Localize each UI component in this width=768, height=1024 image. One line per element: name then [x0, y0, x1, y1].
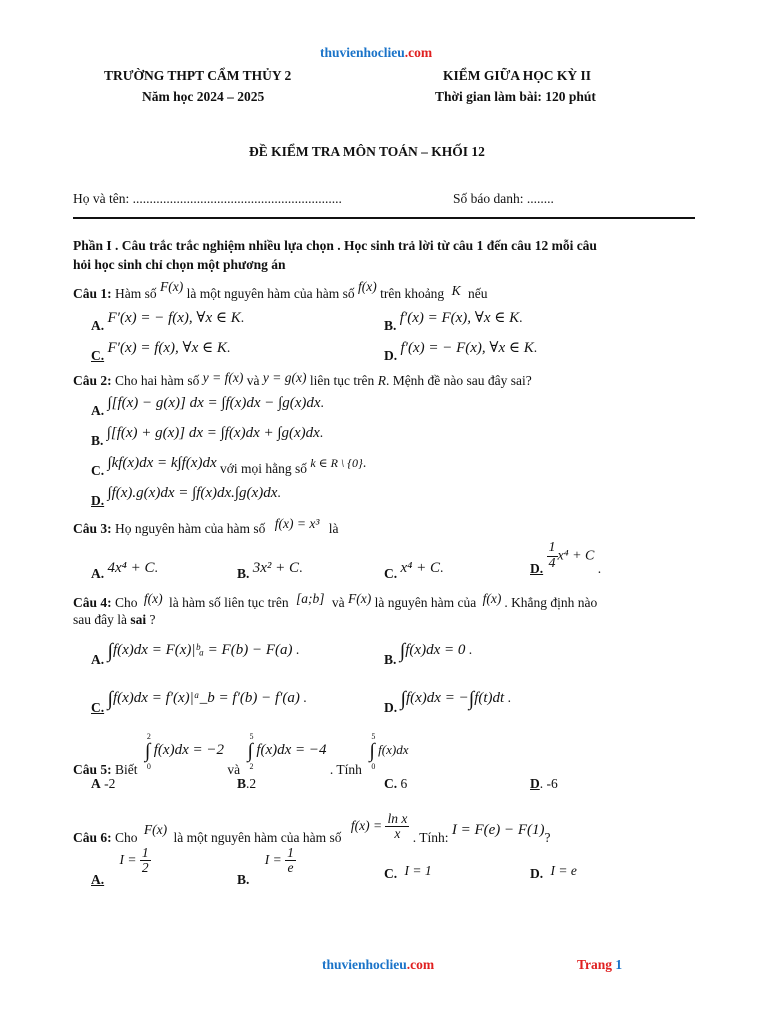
integral-sign: ∫: [107, 640, 113, 662]
q4-option-d[interactable]: D. ∫f(x)dx = −∫f(t)dt .: [384, 688, 511, 715]
q2-text-2: và: [246, 373, 260, 388]
q5-label: Câu 5:: [73, 762, 112, 777]
q3-label: Câu 3:: [73, 521, 112, 536]
q5-c-label: C.: [384, 776, 398, 791]
q1-text-3: trên khoảng: [380, 286, 445, 301]
q6-F: F(x): [143, 821, 168, 837]
page-title: ĐỀ KIỂM TRA MÔN TOÁN – KHỐI 12: [249, 144, 485, 159]
q6-option-a[interactable]: [91, 845, 151, 887]
divider: [73, 217, 695, 219]
q3-d-tail: x⁴ + C: [557, 548, 595, 564]
q6-a-left: I =: [119, 851, 137, 867]
q3-d-label: D.: [530, 561, 544, 577]
q5-text-1: Biết: [115, 762, 138, 777]
q5-int1: [144, 732, 224, 771]
q4-text-3: và: [331, 595, 345, 610]
q4-ab: [a;b]: [295, 591, 325, 606]
q6-text-3: . Tính:: [412, 829, 449, 845]
q5-int1-bot: 0: [146, 762, 151, 771]
q2-y1: y = f(x): [202, 370, 244, 385]
q2-a-label: A.: [91, 403, 105, 418]
integral-sign: ∫: [107, 688, 113, 710]
q2-c-k: k ∈ R \ {0}: [310, 456, 363, 470]
q6-a-den: 2: [141, 860, 149, 876]
q5-int3-bot: 0: [371, 762, 376, 771]
question-2: [73, 370, 532, 389]
q6-a-frac: [140, 846, 151, 875]
q4-b-label: B.: [384, 652, 397, 667]
question-1: [73, 279, 488, 302]
q1-label: Câu 1:: [73, 286, 112, 301]
question-4: [73, 591, 598, 611]
q3-option-a[interactable]: A. 4x⁴ + C.: [91, 560, 158, 581]
q5-int2: [247, 732, 327, 771]
footer-site-name: thuvienhoclieu: [322, 957, 407, 972]
q5-int3-top: 5: [371, 732, 376, 741]
q2-option-b[interactable]: B. ∫[f(x) + g(x)] dx = ∫f(x)dx + ∫g(x)dx.: [91, 425, 324, 448]
q3-d-frac: [547, 541, 558, 571]
question-5: [73, 732, 409, 777]
q6-option-c[interactable]: [384, 863, 432, 882]
q5-d-value: . -6: [539, 776, 558, 791]
school-name: TRƯỜNG THPT CẨM THỦY 2: [104, 68, 292, 83]
q2-option-c[interactable]: C. ∫kf(x)dx = k∫f(x)dx với mọi hằng số k ∈ R \ {0}.: [91, 455, 367, 478]
q1-c-label: C.: [91, 348, 105, 363]
q6-b-num: 1: [287, 845, 294, 860]
page-num: 1: [615, 957, 623, 972]
q4-option-b[interactable]: B. ∫f(x)dx = 0 .: [384, 640, 473, 667]
q1-b-label: B.: [384, 318, 397, 333]
school-year: Năm học 2024 – 2025: [142, 89, 265, 104]
q5-int2-bot: 2: [249, 762, 254, 771]
q4-label: Câu 4:: [73, 595, 112, 610]
q1-text-1: Hàm số: [115, 286, 157, 301]
q5-text-2: và: [227, 762, 241, 777]
q5-text-3: . Tính: [329, 762, 362, 777]
q2-a-expr: ∫[f(x) − g(x)] dx = ∫f(x)dx − ∫g(x)dx: [107, 395, 321, 411]
q3-fx: f(x) = x³: [274, 516, 320, 531]
q6-d-expr: I = e: [550, 863, 577, 878]
question-3: [73, 516, 339, 537]
page-number: [577, 957, 622, 973]
name-field: Họ và tên: ..............................................................: [73, 191, 342, 206]
q5-a-value: -2: [104, 776, 116, 791]
q4-f: f(x): [143, 591, 163, 606]
q1-a-label: A.: [91, 318, 105, 333]
q2-option-a[interactable]: A. ∫[f(x) − g(x)] dx = ∫f(x)dx − ∫g(x)dx.: [91, 395, 324, 418]
q2-text-1: Cho hai hàm số: [115, 373, 200, 388]
q4-a-expr: f(x)dx = F(x)|ᵇₐ = F(b) − F(a): [112, 642, 293, 658]
q5-int3: [369, 732, 409, 771]
q6-fx-den: x: [394, 826, 401, 842]
q4-text-5: . Khẳng định nào: [504, 595, 598, 610]
q1-option-a[interactable]: A. F′(x) = − f(x), ∀x ∈ K.: [91, 310, 245, 333]
q4-d-expr2: f(t)dt: [474, 690, 505, 706]
q2-option-d[interactable]: D. ∫f(x).g(x)dx = ∫f(x)dx.∫g(x)dx.: [91, 485, 281, 508]
q6-fx-num: ln x: [387, 811, 408, 826]
q1-text-4: nếu: [467, 286, 488, 301]
q6-b-den: e: [287, 860, 294, 876]
q4-b-expr: f(x)dx = 0: [405, 642, 466, 658]
exam-duration: Thời gian làm bài: 120 phút: [435, 89, 596, 104]
q4-option-c[interactable]: C. ∫f(x)dx = f′(x)|ᵃ_b = f′(b) − f′(a) .: [91, 688, 307, 715]
q6-d-label: D.: [530, 866, 544, 881]
question-6: [73, 806, 551, 845]
integral-sign: ∫: [399, 640, 406, 662]
integral-sign: ∫: [400, 688, 406, 710]
q4-line2b: ?: [149, 612, 156, 627]
q6-text-1: Cho: [115, 829, 138, 845]
part1-heading: Phần I . Câu trắc trắc nghiệm nhiều lựa chọn . Học sinh trả lời từ câu 1 đến câu 12 mỗi câu: [73, 238, 597, 253]
q3-a-label: A.: [91, 566, 105, 581]
q5-option-c[interactable]: [384, 776, 407, 792]
q2-text-4: . Mệnh đề nào sau đây sai?: [385, 373, 532, 388]
site-header: [320, 45, 432, 61]
q5-c-value: 6: [400, 776, 408, 791]
q5-int2-top: 5: [249, 732, 254, 741]
q4-sai: sai: [130, 612, 147, 627]
q1-d-label: D.: [384, 348, 398, 363]
q3-b-label: B.: [237, 566, 250, 581]
integral-sign: ∫: [144, 740, 151, 762]
q5-int1-top: 2: [146, 732, 151, 741]
q4-f2: f(x): [482, 591, 502, 606]
integral-sign: ∫: [468, 688, 475, 710]
q3-b-expr: 3x² + C: [252, 560, 300, 576]
q1-a-expr: F′(x) = − f(x), ∀x ∈ K: [107, 310, 241, 326]
q4-text-2: là hàm số liên tục trên: [169, 595, 289, 610]
q4-a-label: A.: [91, 652, 105, 667]
q1-b-expr: f′(x) = F(x), ∀x ∈ K: [399, 310, 520, 326]
q1-option-d[interactable]: D. f′(x) = − F(x), ∀x ∈ K.: [384, 340, 538, 363]
part1-heading-2: hỏi học sinh chỉ chọn một phương án: [73, 257, 286, 272]
q1-text-2: là một nguyên hàm của hàm số: [186, 286, 355, 301]
footer-site-tld: .com: [406, 957, 435, 972]
q3-option-c[interactable]: C. x⁴ + C.: [384, 560, 444, 581]
exam-name: KIỂM GIỮA HỌC KỲ II: [443, 68, 592, 83]
q6-a-num: 1: [141, 845, 149, 860]
q1-option-b[interactable]: B. f′(x) = F(x), ∀x ∈ K.: [384, 310, 523, 333]
q1-d-expr: f′(x) = − F(x), ∀x ∈ K: [400, 340, 534, 356]
site-name: thuvienhoclieu: [320, 45, 405, 60]
integral-sign: ∫: [369, 740, 375, 762]
q3-c-label: C.: [384, 566, 398, 581]
site-tld: .com: [404, 45, 433, 60]
q3-option-d[interactable]: D. $\frac{1}{4}$ x⁴ + C .: [530, 540, 602, 577]
q2-label: Câu 2:: [73, 373, 112, 388]
q5-d-label: D: [530, 776, 540, 791]
q3-c-expr: x⁴ + C: [400, 560, 440, 576]
q6-c-label: C.: [384, 866, 398, 881]
q2-y2: y = g(x): [262, 370, 307, 385]
q4-d-label: D.: [384, 700, 398, 715]
q1-F: F(x): [160, 279, 184, 294]
q1-f: f(x): [357, 279, 377, 294]
q6-c-expr: I = 1: [404, 863, 432, 878]
q5-e2: f(x)dx = −4: [256, 742, 327, 758]
q5-option-a[interactable]: [91, 776, 115, 792]
footer-site: [322, 957, 434, 973]
q4-F: F(x): [348, 591, 372, 606]
page-label: Trang: [577, 957, 613, 972]
q4-d-expr: f(x)dx = −: [405, 690, 469, 706]
q6-fx-left: f(x) =: [350, 817, 383, 833]
q4-option-a[interactable]: A. ∫f(x)dx = F(x)|ᵇₐ = F(b) − F(a) .: [91, 640, 300, 667]
q5-option-b[interactable]: [237, 776, 256, 792]
q6-b-left: I =: [264, 851, 282, 867]
q3-d-den: 4: [548, 555, 556, 571]
q2-b-label: B.: [91, 433, 104, 448]
q5-b-value: .2: [246, 776, 257, 791]
q6-option-d[interactable]: [530, 863, 577, 882]
q5-b-label: B: [237, 776, 247, 791]
q1-option-c[interactable]: C. F′(x) = f(x), ∀x ∈ K.: [91, 340, 231, 363]
q2-text-3: liên tục trên: [309, 373, 375, 388]
q3-a-expr: 4x⁴ + C: [107, 560, 155, 576]
q4-line2a: sau đây là: [73, 612, 127, 627]
q5-e1: f(x)dx = −2: [153, 742, 224, 758]
q6-fx-frac: [385, 812, 409, 841]
q1-K: K: [451, 283, 461, 298]
q2-c-expr: ∫kf(x)dx = k∫f(x)dx: [107, 455, 217, 471]
q5-a-label: A: [91, 776, 101, 791]
q4-text-4: là nguyên hàm của: [374, 595, 477, 610]
q4-c-label: C.: [91, 700, 105, 715]
student-id-field: Số báo danh: ........: [453, 191, 554, 206]
q6-option-b[interactable]: [237, 845, 296, 887]
q2-d-expr: ∫f(x).g(x)dx = ∫f(x)dx.∫g(x)dx: [107, 485, 278, 501]
q6-b-frac: [285, 846, 296, 875]
q3-text-1: Họ nguyên hàm của hàm số: [115, 521, 266, 536]
q1-c-expr: F′(x) = f(x), ∀x ∈ K: [107, 340, 227, 356]
q6-text-4: ?: [544, 829, 551, 845]
q4-c-expr: f(x)dx = f′(x)|ᵃ_b = f′(b) − f′(a): [112, 690, 300, 706]
q2-c-text: với mọi hằng số: [219, 461, 307, 476]
q6-b-label: B.: [237, 871, 250, 887]
q4-text-1: Cho: [115, 595, 138, 610]
q6-a-label: A.: [91, 871, 105, 887]
integral-sign: ∫: [247, 740, 253, 762]
q3-d-num: 1: [548, 540, 556, 555]
q5-option-d[interactable]: [530, 776, 558, 792]
q6-label: Câu 6:: [73, 829, 112, 845]
q6-text-2: là một nguyên hàm của hàm số: [173, 829, 342, 845]
q6-I: I = F(e) − F(1): [451, 821, 545, 838]
q3-option-b[interactable]: B. 3x² + C.: [237, 560, 303, 581]
q5-e3: f(x)dx: [378, 742, 409, 757]
q2-b-expr: ∫[f(x) + g(x)] dx = ∫f(x)dx + ∫g(x)dx: [106, 425, 320, 441]
q2-c-label: C.: [91, 463, 105, 478]
question-4-line2: [73, 612, 156, 628]
q2-R: R: [377, 373, 386, 388]
q2-d-label: D.: [91, 493, 105, 508]
q3-text-2: là: [328, 521, 339, 536]
